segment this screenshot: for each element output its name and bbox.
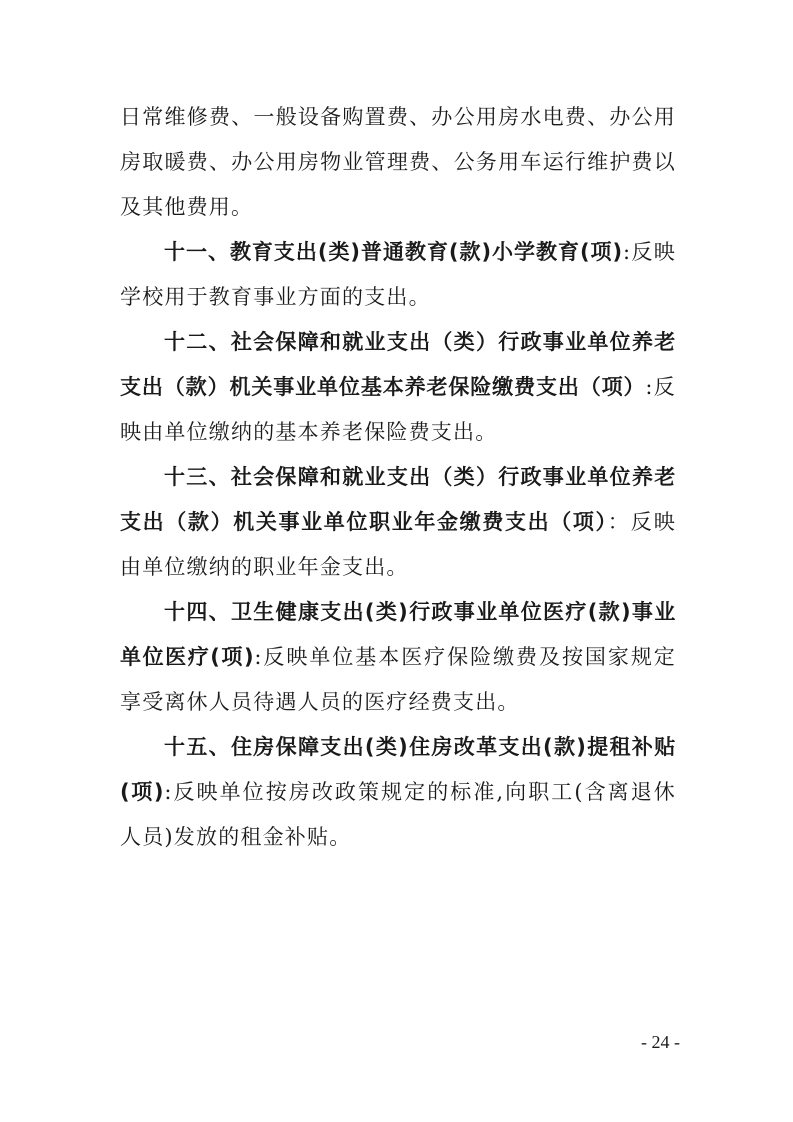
item-paragraph-15	[120, 725, 676, 860]
item-heading: 十三、社会保障和就业支出（类）行政事业单位养老支出（款）机关事业单位职业年金缴费支出（项）	[120, 465, 676, 534]
item-body: :反映单位按房改政策规定的标准,向职工(含离退休人员)发放的租金补贴。	[120, 780, 676, 849]
item-heading: 十五、住房保障支出(类)住房改革支出(款)提租补贴(项)	[120, 735, 676, 804]
item-paragraph-11	[120, 230, 676, 320]
item-body: :反映单位基本医疗保险缴费及按国家规定享受离休人员待遇人员的医疗经费支出。	[120, 645, 677, 714]
item-paragraph-13	[120, 455, 676, 590]
item-body: :反映学校用于教育事业方面的支出。	[120, 240, 676, 309]
item-body: ：反映由单位缴纳的职业年金支出。	[120, 510, 676, 579]
page-number: - 24 -	[641, 1032, 680, 1052]
item-heading: 十二、社会保障和就业支出（类）行政事业单位养老支出（款）机关事业单位基本养老保险缴费支出（项）	[120, 330, 676, 399]
intro-paragraph: 日常维修费、一般设备购置费、办公用房水电费、办公用房取暖费、办公用房物业管理费、公务用车运行维护费以及其他费用。	[120, 105, 676, 219]
item-paragraph-14	[120, 590, 676, 725]
item-body: :反映由单位缴纳的基本养老保险费支出。	[120, 375, 676, 444]
item-heading: 十四、卫生健康支出(类)行政事业单位医疗(款)事业单位医疗(项)	[120, 600, 676, 669]
document-body	[120, 95, 676, 860]
item-paragraph-12	[120, 320, 676, 455]
item-heading: 十一、教育支出(类)普通教育(款)小学教育(项)	[164, 240, 623, 264]
